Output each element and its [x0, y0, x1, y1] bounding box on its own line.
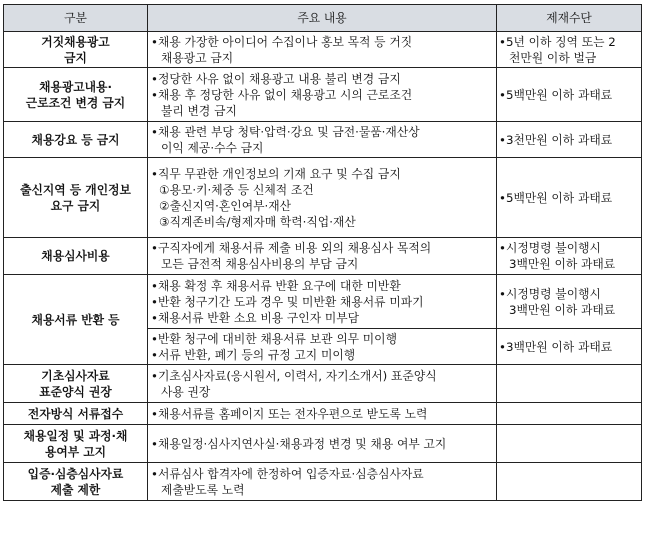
- content-line: 불리 변경 금지: [161, 103, 237, 118]
- category-line: 근로조건 변경 금지: [25, 95, 126, 110]
- row-category: [4, 463, 148, 501]
- content-line: 제출받도록 노력: [161, 482, 245, 497]
- content-line: •정당한 사유 없이 채용광고 내용 불리 변경 금지: [151, 71, 401, 86]
- row-category: [4, 238, 148, 275]
- content-line: •채용일정·심사지연사실·채용과정 변경 및 채용 여부 고지: [151, 436, 447, 451]
- content-line: •서류 반환, 폐기 등의 규정 고지 미이행: [151, 347, 356, 362]
- row-content: [148, 275, 497, 329]
- table-row: [4, 365, 642, 403]
- category-line: 채용서류 반환 등: [31, 312, 120, 327]
- row-content: [148, 329, 497, 365]
- row-sanction: [497, 238, 642, 275]
- category-line: 출신지역 등 개인정보: [20, 182, 131, 197]
- category-line: 기초심사자료: [41, 368, 110, 383]
- row-sanction: [497, 158, 642, 238]
- row-content: [148, 425, 497, 463]
- header-content: 주요 내용: [148, 5, 497, 32]
- content-line: •구직자에게 채용서류 제출 비용 외의 채용심사 목적의: [151, 241, 432, 255]
- row-category: [4, 158, 148, 238]
- row-sanction: [497, 275, 642, 329]
- row-sanction: [497, 32, 642, 68]
- row-sanction: [497, 403, 642, 425]
- content-line: •반환 청구에 대비한 채용서류 보관 의무 미이행: [151, 331, 397, 346]
- row-sanction: [497, 68, 642, 122]
- sanction-line: •3백만원 이하 과태료: [499, 339, 613, 354]
- row-sanction: [497, 329, 642, 365]
- row-content: [148, 463, 497, 501]
- category-line: 전자방식 서류접수: [27, 406, 124, 421]
- row-category: [4, 122, 148, 158]
- table-row: [4, 32, 642, 68]
- row-content: [148, 158, 497, 238]
- row-category: [4, 68, 148, 122]
- content-line: •채용서류 반환 소요 비용 구인자 미부담: [151, 310, 360, 325]
- content-line: •반환 청구기간 도과 경우 및 미반환 채용서류 미파기: [151, 294, 424, 309]
- header-category: 구분: [4, 5, 148, 32]
- category-line: 제출 제한: [50, 482, 101, 497]
- category-line: 채용일정 및 과정·채: [23, 428, 128, 443]
- category-line: 용여부 고지: [44, 444, 107, 459]
- content-line: •서류심사 합격자에 한정하여 입증자료·심층심사자료: [151, 466, 424, 481]
- content-line: ③직계존비속/형제자매 학력·직업·재산: [159, 214, 356, 229]
- table-row: [4, 463, 642, 501]
- sanction-line: •5백만원 이하 과태료: [499, 190, 613, 205]
- content-line: ①용모·키·체중 등 신체적 조건: [159, 182, 314, 197]
- content-line: 이익 제공·수수 금지: [161, 140, 264, 155]
- sanction-line: •5백만원 이하 과태료: [499, 87, 613, 102]
- content-line: •채용 확정 후 채용서류 반환 요구에 대한 미반환: [151, 278, 401, 293]
- content-line: •직무 무관한 개인정보의 기재 요구 및 수집 금지: [151, 166, 401, 181]
- sanction-line: 3백만원 이하 과태료: [509, 257, 616, 271]
- category-line: 채용광고내용·: [39, 79, 112, 94]
- table-row: [4, 122, 642, 158]
- category-line: 거짓채용광고: [41, 34, 110, 49]
- row-content: [148, 365, 497, 403]
- content-line: ②출신지역·혼인여부·재산: [159, 198, 292, 213]
- header-sanction: 제재수단: [497, 5, 642, 32]
- sanction-line: 3백만원 이하 과태료: [509, 302, 616, 317]
- row-category: [4, 365, 148, 403]
- table-header-row: [4, 5, 642, 32]
- regulation-table: [3, 4, 642, 501]
- table-row: [4, 403, 642, 425]
- category-line: 요구 금지: [50, 198, 101, 213]
- sanction-line: •3천만원 이하 과태료: [499, 132, 613, 147]
- row-category: [4, 275, 148, 365]
- table-row: [4, 158, 642, 238]
- content-line: 채용광고 금지: [161, 50, 234, 65]
- table-row: [4, 275, 642, 329]
- row-sanction: [497, 365, 642, 403]
- content-line: •채용 후 정당한 사유 없이 채용광고 시의 근로조건: [151, 87, 413, 102]
- content-line: •채용서류를 홈페이지 또는 전자우편으로 받도록 노력: [151, 406, 428, 421]
- content-line: 사용 권장: [161, 384, 211, 399]
- table-row: [4, 425, 642, 463]
- row-sanction: [497, 425, 642, 463]
- table-row: [4, 68, 642, 122]
- content-line: •채용 가장한 아이디어 수집이나 홍보 목적 등 거짓: [151, 34, 413, 49]
- sanction-line: •5년 이하 징역 또는 2: [499, 34, 616, 49]
- content-line: 모든 금전적 채용심사비용의 부담 금지: [161, 257, 359, 271]
- row-category: [4, 32, 148, 68]
- sanction-line: •시정명령 불이행시: [499, 241, 601, 255]
- content-line: •기초심사자료(응시원서, 이력서, 자기소개서) 표준양식: [151, 368, 437, 383]
- row-sanction: [497, 122, 642, 158]
- sanction-line: 천만원 이하 벌금: [509, 50, 597, 65]
- row-category: [4, 425, 148, 463]
- row-content: [148, 122, 497, 158]
- category-line: 표준양식 권장: [39, 384, 112, 399]
- row-content: [148, 68, 497, 122]
- category-line: 입증·심층심사자료: [27, 466, 124, 481]
- row-category: [4, 403, 148, 425]
- content-line: •채용 관련 부당 청탁·압력·강요 및 금전·물품·재산상: [151, 124, 420, 139]
- category-line: 채용심사비용: [41, 249, 110, 263]
- table-row: [4, 238, 642, 275]
- row-content: [148, 238, 497, 275]
- category-line: 채용강요 등 금지: [31, 132, 120, 147]
- sanction-line: •시정명령 불이행시: [499, 286, 601, 301]
- category-line: 금지: [64, 50, 87, 65]
- row-content: [148, 403, 497, 425]
- row-sanction: [497, 463, 642, 501]
- row-content: [148, 32, 497, 68]
